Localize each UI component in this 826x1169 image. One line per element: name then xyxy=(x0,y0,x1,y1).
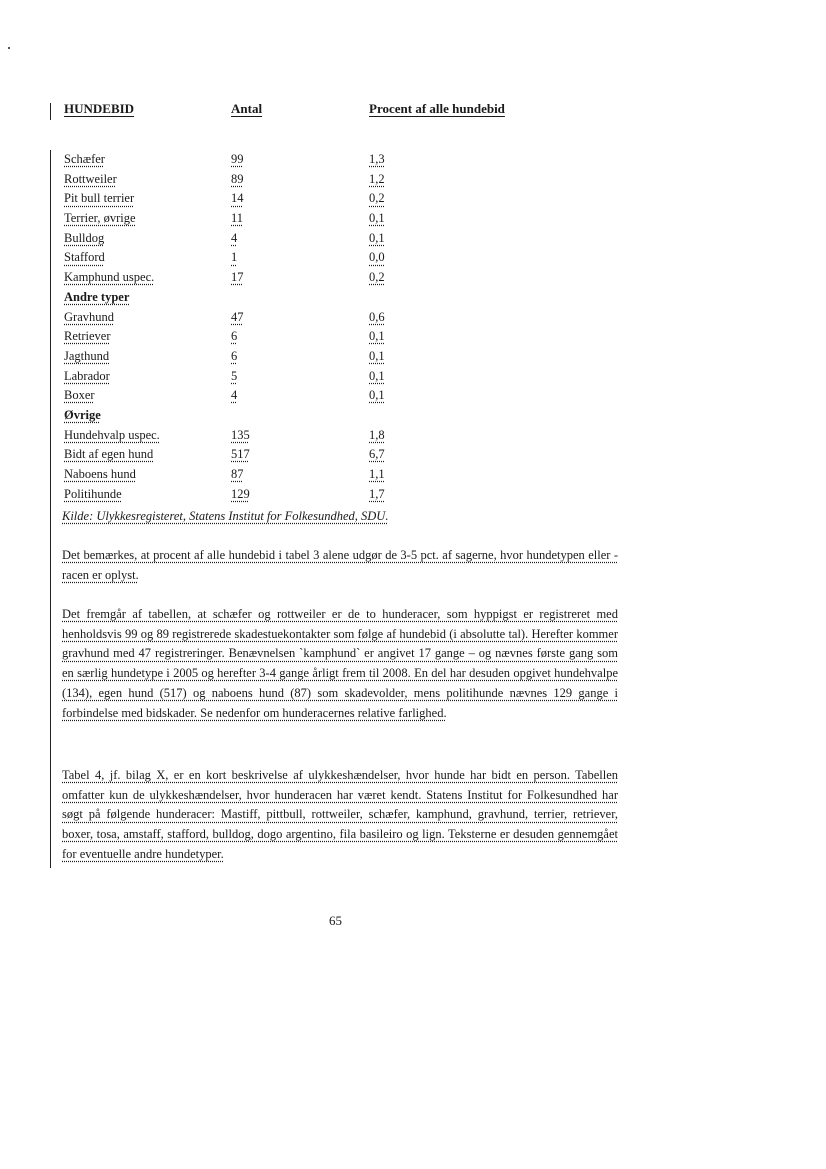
section-heading-row xyxy=(64,288,564,308)
dog-bite-table xyxy=(64,150,564,504)
percent-cell: 0,1 xyxy=(369,388,385,403)
count-cell: 4 xyxy=(231,230,238,245)
breed-cell: Labrador xyxy=(64,368,110,383)
count-cell: 135 xyxy=(231,427,250,442)
count-cell: 14 xyxy=(231,191,244,206)
table-row xyxy=(64,229,564,249)
table-row xyxy=(64,308,564,328)
count-cell: 517 xyxy=(231,447,250,462)
header-hundebid: HUNDEBID xyxy=(64,101,135,116)
percent-cell: 1,3 xyxy=(369,152,385,166)
percent-cell: 1,2 xyxy=(369,171,385,186)
count-cell: 99 xyxy=(231,152,244,166)
count-cell: 129 xyxy=(231,486,250,501)
percent-cell: 0,1 xyxy=(369,329,385,344)
source-note: Kilde: Ulykkesregisteret, Statens Institut for Folkesundhed, SDU. xyxy=(62,509,389,523)
paragraph-3 xyxy=(62,766,618,865)
scan-speck xyxy=(8,47,10,49)
count-cell: 6 xyxy=(231,348,238,363)
count-cell: 5 xyxy=(231,368,238,383)
paragraph-1 xyxy=(62,546,618,585)
count-cell: 11 xyxy=(231,211,244,226)
header-procent: Procent af alle hundebid xyxy=(369,101,505,116)
revision-bar-body xyxy=(50,150,51,868)
table-row xyxy=(64,485,564,505)
breed-cell: Hundehvalp uspec. xyxy=(64,427,160,442)
count-cell: 6 xyxy=(231,329,238,344)
breed-cell: Schæfer xyxy=(64,152,105,166)
breed-cell: Rottweiler xyxy=(64,171,117,186)
breed-cell: Jagthund xyxy=(64,348,110,363)
percent-cell: 0,1 xyxy=(369,368,385,383)
breed-cell: Bidt af egen hund xyxy=(64,447,154,462)
breed-cell: Naboens hund xyxy=(64,467,136,481)
page-number: 65 xyxy=(329,913,342,928)
percent-cell: 1,8 xyxy=(369,427,385,442)
section-heading: Andre typer xyxy=(64,289,130,304)
table-row xyxy=(64,386,564,406)
breed-cell: Politihunde xyxy=(64,486,122,501)
table-row xyxy=(64,327,564,347)
table-row xyxy=(64,268,564,288)
revision-bar-header xyxy=(50,103,51,120)
breed-cell: Boxer xyxy=(64,388,95,403)
table-row xyxy=(64,209,564,229)
percent-cell: 6,7 xyxy=(369,447,385,462)
breed-cell: Kamphund uspec. xyxy=(64,270,155,285)
percent-cell: 0,2 xyxy=(369,191,385,206)
paragraph-3-text: Tabel 4, jf. bilag X, er en kort beskrivelse af ulykkeshændelser, hvor hunde har bidt en person. Tabellen omfatter kun de ulykkeshændelser, hvor hunderacen har været kendt. Statens Institut for Folkesundhed har søgt på følgende hunderacer: Mastiff, pittbull, rottweiler, schæfer, kamphund, gravhund, terrier, retriever, boxer, tosa, amstaff, stafford, bulldog, dogo argentino, fila basileiro og lign. Teksterne er desuden gennemgået for eventuelle andre hundetyper. xyxy=(62,768,618,861)
table-row xyxy=(64,367,564,387)
section-heading-row xyxy=(64,406,564,426)
percent-cell: 0,1 xyxy=(369,348,385,363)
count-cell: 17 xyxy=(231,270,244,285)
table-row xyxy=(64,445,564,465)
header-antal: Antal xyxy=(231,101,263,116)
count-cell: 4 xyxy=(231,388,238,403)
paragraph-2 xyxy=(62,605,618,723)
table-row xyxy=(64,465,564,485)
percent-cell: 0,6 xyxy=(369,309,385,324)
count-cell: 47 xyxy=(231,309,244,324)
table-row xyxy=(64,170,564,190)
count-cell: 87 xyxy=(231,467,244,481)
table-row xyxy=(64,189,564,209)
breed-cell: Gravhund xyxy=(64,309,114,324)
percent-cell: 0,1 xyxy=(369,211,385,226)
breed-cell: Terrier, øvrige xyxy=(64,211,136,226)
percent-cell: 1,7 xyxy=(369,486,385,501)
percent-cell: 0,2 xyxy=(369,270,385,285)
table-row xyxy=(64,248,564,268)
count-cell: 1 xyxy=(231,250,238,265)
breed-cell: Pit bull terrier xyxy=(64,191,135,206)
paragraph-1-text: Det bemærkes, at procent af alle hundebid i tabel 3 alene udgør de 3-5 pct. af sagerne, hvor hundetypen eller -racen er oplyst. xyxy=(62,548,618,582)
percent-cell: 0,0 xyxy=(369,250,385,265)
table-row xyxy=(64,347,564,367)
table-row xyxy=(64,426,564,446)
breed-cell: Stafford xyxy=(64,250,105,265)
table-row xyxy=(64,150,564,170)
percent-cell: 0,1 xyxy=(369,230,385,245)
breed-cell: Retriever xyxy=(64,329,111,344)
paragraph-2-text: Det fremgår af tabellen, at schæfer og rottweiler er de to hunderacer, som hyppigst er registreret med henholdsvis 99 og 89 registrerede skadestuekontakter som følge af hundebid (i absolutte tal). Herefter kommer gravhund med 47 registreringer. Benævnelsen `kamphund` er angivet 17 gange – og nævnes første gang som en særlig hundetype i 2005 og herefter 3-4 gange årligt frem til 2008. En del har desuden opgivet hundehvalpe (134), egen hund (517) og naboens hund (87) som skadevolder, mens politihunde nævnes 129 gange i forbindelse med bidskader. Se nedenfor om hunderacernes relative farlighed. xyxy=(62,607,618,720)
breed-cell: Bulldog xyxy=(64,230,105,245)
count-cell: 89 xyxy=(231,171,244,186)
percent-cell: 1,1 xyxy=(369,467,385,481)
section-heading: Øvrige xyxy=(64,407,101,422)
